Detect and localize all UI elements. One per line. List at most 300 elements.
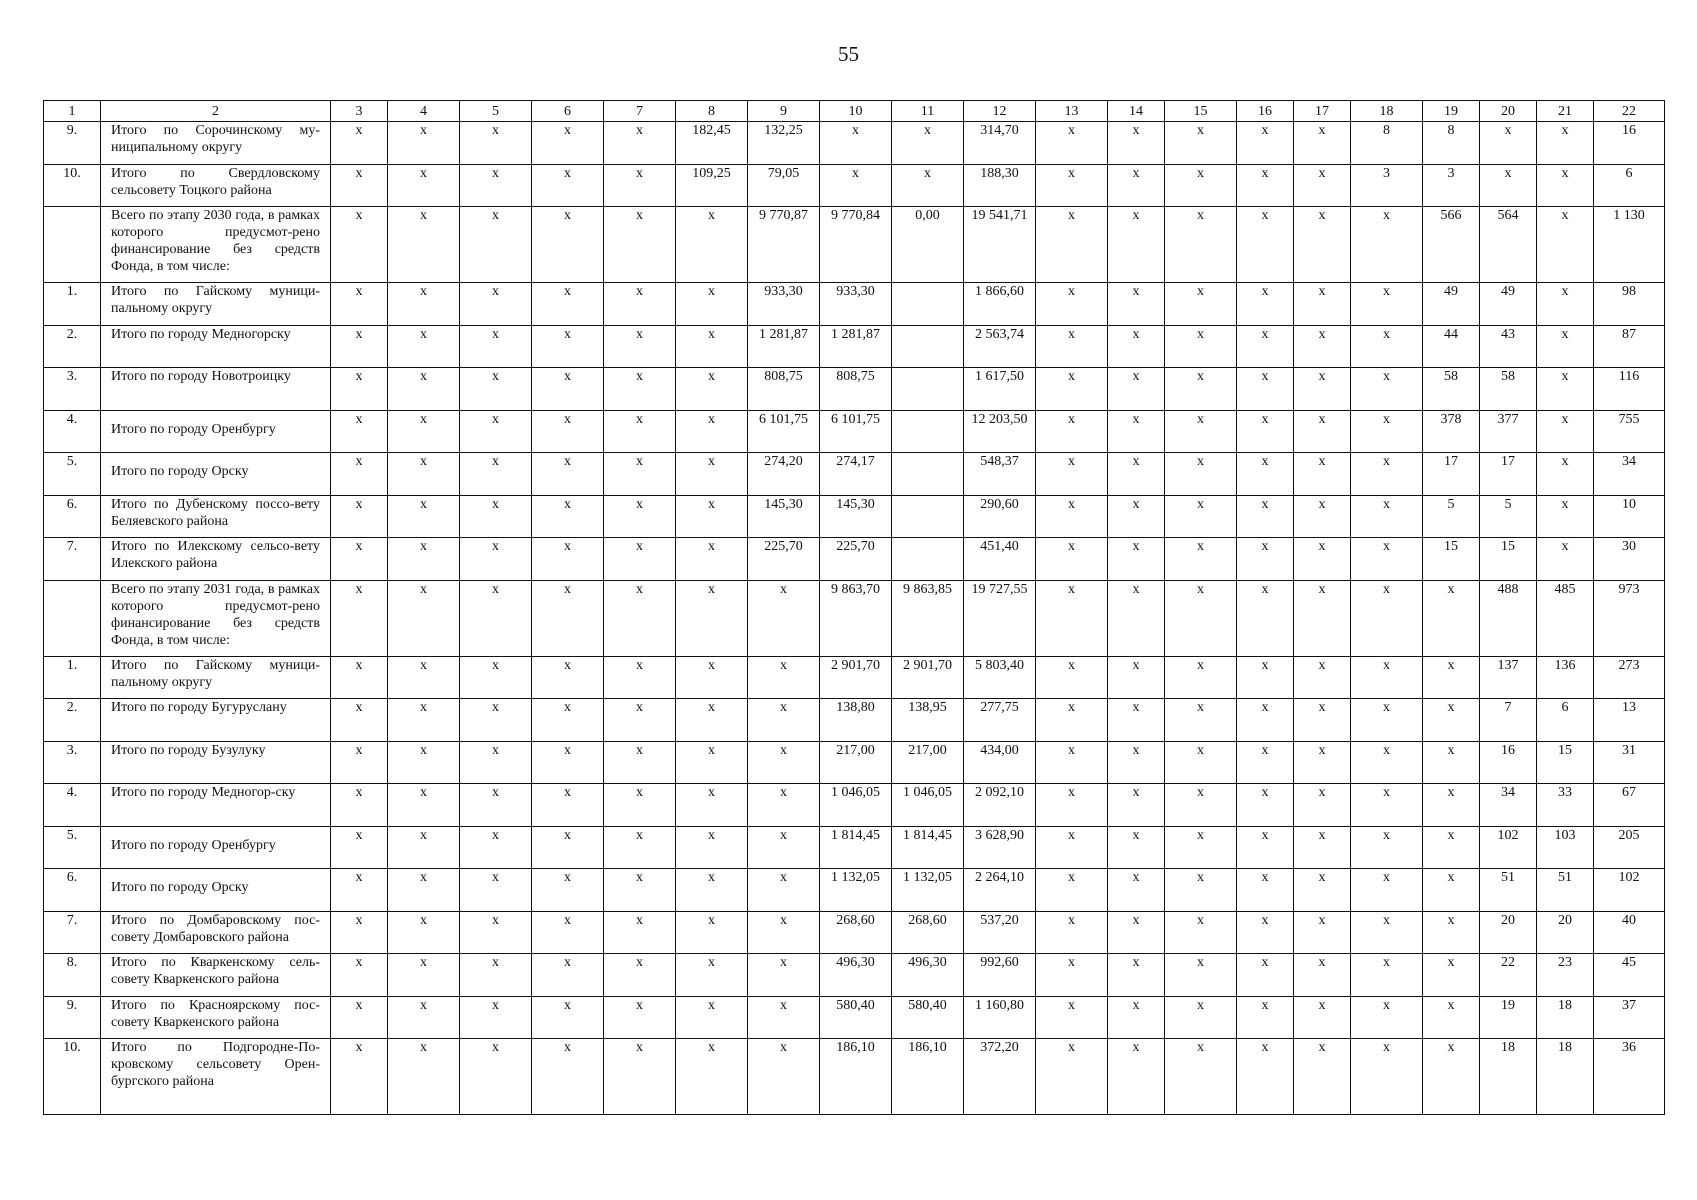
- value-cell: x: [1036, 207, 1108, 283]
- table-row: [44, 538, 1665, 581]
- value-cell: x: [604, 453, 676, 496]
- column-number-cell: 20: [1480, 101, 1537, 122]
- value-cell: x: [748, 911, 820, 954]
- value-cell: x: [1108, 495, 1165, 538]
- value-cell: 205: [1594, 826, 1665, 869]
- value-cell: 1 814,45: [820, 826, 892, 869]
- value-cell: x: [1351, 1039, 1423, 1115]
- value-cell: x: [532, 495, 604, 538]
- value-cell: x: [532, 325, 604, 368]
- value-cell: 2 092,10: [964, 784, 1036, 827]
- value-cell: x: [1294, 207, 1351, 283]
- value-cell: 10: [1594, 495, 1665, 538]
- value-cell: x: [1036, 453, 1108, 496]
- value-cell: x: [1237, 122, 1294, 165]
- value-cell: 15: [1537, 741, 1594, 784]
- value-cell: x: [1108, 911, 1165, 954]
- value-cell: x: [1294, 741, 1351, 784]
- value-cell: 136: [1537, 656, 1594, 699]
- value-cell: x: [1108, 741, 1165, 784]
- value-cell: x: [331, 325, 388, 368]
- value-cell: x: [604, 996, 676, 1039]
- value-cell: x: [1237, 741, 1294, 784]
- value-cell: x: [1036, 538, 1108, 581]
- value-cell: 1 281,87: [748, 325, 820, 368]
- value-cell: 8: [1351, 122, 1423, 165]
- value-cell: 40: [1594, 911, 1665, 954]
- value-cell: x: [1351, 453, 1423, 496]
- value-cell: 182,45: [676, 122, 748, 165]
- value-cell: x: [604, 410, 676, 453]
- value-cell: 973: [1594, 580, 1665, 656]
- value-cell: 808,75: [748, 368, 820, 411]
- value-cell: 488: [1480, 580, 1537, 656]
- value-cell: 580,40: [820, 996, 892, 1039]
- value-cell: x: [1237, 656, 1294, 699]
- value-cell: 1 160,80: [964, 996, 1036, 1039]
- value-cell: x: [532, 283, 604, 326]
- column-number-cell: 14: [1108, 101, 1165, 122]
- table-row: [44, 911, 1665, 954]
- value-cell: x: [1036, 410, 1108, 453]
- value-cell: x: [460, 784, 532, 827]
- value-cell: 485: [1537, 580, 1594, 656]
- row-label-cell: Итого по Свердловскому сельсовету Тоцкого района: [101, 164, 331, 207]
- table-body: [44, 122, 1665, 1115]
- value-cell: 186,10: [892, 1039, 964, 1115]
- value-cell: x: [1036, 1039, 1108, 1115]
- column-number-cell: 13: [1036, 101, 1108, 122]
- value-cell: 6: [1594, 164, 1665, 207]
- value-cell: x: [1294, 996, 1351, 1039]
- table-row: [44, 869, 1665, 912]
- value-cell: x: [1036, 954, 1108, 997]
- value-cell: x: [1108, 325, 1165, 368]
- value-cell: x: [532, 122, 604, 165]
- value-cell: x: [676, 869, 748, 912]
- value-cell: x: [1165, 580, 1237, 656]
- table-row: [44, 368, 1665, 411]
- value-cell: x: [1036, 164, 1108, 207]
- value-cell: [892, 495, 964, 538]
- value-cell: 13: [1594, 699, 1665, 742]
- value-cell: x: [532, 741, 604, 784]
- value-cell: x: [1108, 453, 1165, 496]
- row-number-cell: 1.: [44, 656, 101, 699]
- value-cell: x: [676, 954, 748, 997]
- value-cell: 8: [1423, 122, 1480, 165]
- row-label-cell: Итого по городу Оренбургу: [101, 410, 331, 453]
- value-cell: 58: [1480, 368, 1537, 411]
- value-cell: x: [331, 826, 388, 869]
- table-row: [44, 656, 1665, 699]
- value-cell: 44: [1423, 325, 1480, 368]
- value-cell: 33: [1537, 784, 1594, 827]
- value-cell: x: [1165, 410, 1237, 453]
- value-cell: x: [892, 122, 964, 165]
- value-cell: x: [1165, 122, 1237, 165]
- value-cell: x: [532, 911, 604, 954]
- value-cell: 51: [1537, 869, 1594, 912]
- value-cell: x: [748, 580, 820, 656]
- value-cell: 22: [1480, 954, 1537, 997]
- value-cell: 225,70: [820, 538, 892, 581]
- value-cell: x: [1036, 325, 1108, 368]
- value-cell: x: [331, 699, 388, 742]
- row-number-cell: 6.: [44, 495, 101, 538]
- value-cell: 19 541,71: [964, 207, 1036, 283]
- value-cell: x: [1537, 368, 1594, 411]
- column-number-cell: 16: [1237, 101, 1294, 122]
- value-cell: x: [1294, 1039, 1351, 1115]
- row-number-cell: 7.: [44, 538, 101, 581]
- value-cell: x: [1165, 996, 1237, 1039]
- row-label-cell: Итого по городу Медногорску: [101, 325, 331, 368]
- value-cell: x: [604, 368, 676, 411]
- value-cell: x: [1294, 954, 1351, 997]
- table-row: [44, 453, 1665, 496]
- row-number-cell: 10.: [44, 164, 101, 207]
- value-cell: 87: [1594, 325, 1665, 368]
- value-cell: 15: [1423, 538, 1480, 581]
- value-cell: x: [1237, 368, 1294, 411]
- value-cell: x: [1537, 325, 1594, 368]
- value-cell: x: [1036, 283, 1108, 326]
- row-label-cell: Итого по Красноярскому пос-совету Кваркенского района: [101, 996, 331, 1039]
- row-label-cell: Итого по городу Оренбургу: [101, 826, 331, 869]
- value-cell: x: [604, 826, 676, 869]
- row-number-cell: 3.: [44, 741, 101, 784]
- column-number-cell: 2: [101, 101, 331, 122]
- value-cell: x: [604, 1039, 676, 1115]
- value-cell: x: [676, 741, 748, 784]
- value-cell: x: [1165, 869, 1237, 912]
- value-cell: 186,10: [820, 1039, 892, 1115]
- row-number-cell: 9.: [44, 122, 101, 165]
- value-cell: 273: [1594, 656, 1665, 699]
- value-cell: 58: [1423, 368, 1480, 411]
- value-cell: x: [1036, 495, 1108, 538]
- value-cell: x: [1036, 122, 1108, 165]
- value-cell: 3: [1423, 164, 1480, 207]
- column-number-cell: 1: [44, 101, 101, 122]
- value-cell: [892, 283, 964, 326]
- value-cell: x: [604, 784, 676, 827]
- value-cell: [892, 453, 964, 496]
- value-cell: x: [676, 996, 748, 1039]
- value-cell: x: [748, 996, 820, 1039]
- value-cell: x: [331, 580, 388, 656]
- value-cell: x: [1294, 495, 1351, 538]
- value-cell: x: [676, 538, 748, 581]
- value-cell: x: [676, 283, 748, 326]
- value-cell: x: [460, 453, 532, 496]
- value-cell: x: [1294, 325, 1351, 368]
- value-cell: x: [331, 996, 388, 1039]
- table-row: [44, 325, 1665, 368]
- value-cell: x: [1237, 996, 1294, 1039]
- value-cell: x: [388, 538, 460, 581]
- value-cell: x: [532, 453, 604, 496]
- value-cell: x: [532, 869, 604, 912]
- value-cell: x: [460, 122, 532, 165]
- value-cell: x: [1537, 164, 1594, 207]
- value-cell: x: [604, 869, 676, 912]
- value-cell: x: [1537, 283, 1594, 326]
- value-cell: 451,40: [964, 538, 1036, 581]
- value-cell: x: [1036, 784, 1108, 827]
- value-cell: x: [388, 580, 460, 656]
- value-cell: x: [1423, 869, 1480, 912]
- value-cell: x: [331, 954, 388, 997]
- value-cell: x: [1237, 325, 1294, 368]
- value-cell: x: [820, 164, 892, 207]
- table-row: [44, 164, 1665, 207]
- value-cell: x: [1351, 826, 1423, 869]
- value-cell: x: [604, 911, 676, 954]
- value-cell: 1 046,05: [892, 784, 964, 827]
- value-cell: x: [532, 699, 604, 742]
- value-cell: 377: [1480, 410, 1537, 453]
- column-number-cell: 11: [892, 101, 964, 122]
- value-cell: x: [388, 207, 460, 283]
- row-number-cell: 4.: [44, 410, 101, 453]
- value-cell: x: [1480, 122, 1537, 165]
- value-cell: 1 130: [1594, 207, 1665, 283]
- value-cell: x: [1237, 1039, 1294, 1115]
- row-label-cell: Итого по городу Орску: [101, 869, 331, 912]
- row-number-cell: 2.: [44, 325, 101, 368]
- value-cell: x: [331, 538, 388, 581]
- row-number-cell: [44, 207, 101, 283]
- value-cell: x: [1108, 826, 1165, 869]
- value-cell: 434,00: [964, 741, 1036, 784]
- row-number-cell: 6.: [44, 869, 101, 912]
- value-cell: x: [388, 283, 460, 326]
- value-cell: x: [1237, 911, 1294, 954]
- value-cell: x: [1351, 207, 1423, 283]
- value-cell: x: [1537, 122, 1594, 165]
- value-cell: x: [676, 656, 748, 699]
- row-label-cell: Итого по городу Орску: [101, 453, 331, 496]
- value-cell: 17: [1480, 453, 1537, 496]
- column-number-cell: 18: [1351, 101, 1423, 122]
- value-cell: 933,30: [748, 283, 820, 326]
- value-cell: x: [460, 495, 532, 538]
- table-row: [44, 122, 1665, 165]
- value-cell: 23: [1537, 954, 1594, 997]
- row-number-cell: [44, 580, 101, 656]
- column-number-cell: 22: [1594, 101, 1665, 122]
- value-cell: x: [331, 869, 388, 912]
- value-cell: 537,20: [964, 911, 1036, 954]
- value-cell: 290,60: [964, 495, 1036, 538]
- value-cell: 1 617,50: [964, 368, 1036, 411]
- row-label-cell: Итого по Илекскому сельсо-вету Илекского района: [101, 538, 331, 581]
- value-cell: x: [1294, 911, 1351, 954]
- value-cell: x: [331, 656, 388, 699]
- value-cell: x: [532, 368, 604, 411]
- value-cell: x: [460, 580, 532, 656]
- column-number-cell: 10: [820, 101, 892, 122]
- row-label-cell: Всего по этапу 2030 года, в рамках которого предусмот-рено финансирование без средств Фонда, в том числе:: [101, 207, 331, 283]
- value-cell: x: [1351, 495, 1423, 538]
- value-cell: x: [1423, 580, 1480, 656]
- value-cell: x: [1351, 996, 1423, 1039]
- value-cell: x: [388, 495, 460, 538]
- value-cell: x: [676, 911, 748, 954]
- row-label-cell: Итого по городу Бузулуку: [101, 741, 331, 784]
- value-cell: x: [532, 538, 604, 581]
- value-cell: x: [1165, 495, 1237, 538]
- value-cell: x: [460, 699, 532, 742]
- value-cell: 5: [1480, 495, 1537, 538]
- value-cell: 138,95: [892, 699, 964, 742]
- value-cell: x: [388, 741, 460, 784]
- value-cell: x: [388, 122, 460, 165]
- value-cell: x: [1108, 207, 1165, 283]
- value-cell: x: [331, 741, 388, 784]
- value-cell: x: [1351, 699, 1423, 742]
- value-cell: x: [1036, 580, 1108, 656]
- value-cell: 116: [1594, 368, 1665, 411]
- value-cell: x: [460, 656, 532, 699]
- column-number-cell: 6: [532, 101, 604, 122]
- value-cell: x: [676, 495, 748, 538]
- value-cell: x: [1237, 954, 1294, 997]
- value-cell: 9 770,84: [820, 207, 892, 283]
- value-cell: x: [1423, 784, 1480, 827]
- value-cell: x: [388, 826, 460, 869]
- value-cell: x: [1423, 741, 1480, 784]
- value-cell: 9 863,70: [820, 580, 892, 656]
- value-cell: x: [532, 207, 604, 283]
- row-number-cell: 9.: [44, 996, 101, 1039]
- value-cell: x: [331, 164, 388, 207]
- value-cell: x: [331, 283, 388, 326]
- value-cell: x: [331, 122, 388, 165]
- value-cell: x: [1423, 954, 1480, 997]
- value-cell: x: [1108, 954, 1165, 997]
- value-cell: x: [1351, 368, 1423, 411]
- value-cell: x: [1423, 996, 1480, 1039]
- value-cell: 217,00: [820, 741, 892, 784]
- value-cell: x: [1237, 410, 1294, 453]
- value-cell: x: [532, 410, 604, 453]
- value-cell: 18: [1537, 996, 1594, 1039]
- value-cell: x: [331, 207, 388, 283]
- value-cell: [892, 410, 964, 453]
- value-cell: 188,30: [964, 164, 1036, 207]
- value-cell: x: [1036, 911, 1108, 954]
- value-cell: x: [1165, 784, 1237, 827]
- value-cell: x: [331, 911, 388, 954]
- value-cell: 1 281,87: [820, 325, 892, 368]
- value-cell: x: [1237, 164, 1294, 207]
- value-cell: x: [820, 122, 892, 165]
- value-cell: x: [604, 954, 676, 997]
- value-cell: x: [1294, 164, 1351, 207]
- value-cell: 9 770,87: [748, 207, 820, 283]
- value-cell: x: [1537, 410, 1594, 453]
- value-cell: x: [460, 826, 532, 869]
- value-cell: x: [1165, 699, 1237, 742]
- value-cell: 15: [1480, 538, 1537, 581]
- value-cell: x: [1294, 368, 1351, 411]
- value-cell: 2 901,70: [892, 656, 964, 699]
- value-cell: 2 563,74: [964, 325, 1036, 368]
- table-row: [44, 826, 1665, 869]
- value-cell: 1 046,05: [820, 784, 892, 827]
- value-cell: x: [1537, 207, 1594, 283]
- value-cell: x: [1108, 283, 1165, 326]
- value-cell: x: [1165, 911, 1237, 954]
- value-cell: [892, 368, 964, 411]
- value-cell: 34: [1594, 453, 1665, 496]
- value-cell: 138,80: [820, 699, 892, 742]
- value-cell: x: [331, 368, 388, 411]
- value-cell: x: [748, 869, 820, 912]
- value-cell: 79,05: [748, 164, 820, 207]
- value-cell: x: [676, 784, 748, 827]
- value-cell: x: [1294, 699, 1351, 742]
- value-cell: x: [604, 741, 676, 784]
- value-cell: x: [331, 1039, 388, 1115]
- column-number-cell: 3: [331, 101, 388, 122]
- table-row: [44, 283, 1665, 326]
- value-cell: 496,30: [892, 954, 964, 997]
- value-cell: x: [1294, 784, 1351, 827]
- value-cell: x: [1108, 869, 1165, 912]
- row-number-cell: 8.: [44, 954, 101, 997]
- value-cell: x: [460, 368, 532, 411]
- value-cell: x: [460, 538, 532, 581]
- value-cell: 45: [1594, 954, 1665, 997]
- value-cell: x: [331, 495, 388, 538]
- value-cell: x: [1351, 911, 1423, 954]
- value-cell: x: [1537, 453, 1594, 496]
- value-cell: x: [748, 826, 820, 869]
- value-cell: x: [1294, 826, 1351, 869]
- value-cell: x: [532, 164, 604, 207]
- value-cell: x: [604, 122, 676, 165]
- value-cell: x: [1294, 580, 1351, 656]
- value-cell: 34: [1480, 784, 1537, 827]
- value-cell: x: [388, 410, 460, 453]
- value-cell: 37: [1594, 996, 1665, 1039]
- value-cell: x: [748, 699, 820, 742]
- column-number-cell: 15: [1165, 101, 1237, 122]
- value-cell: x: [331, 453, 388, 496]
- value-cell: x: [1165, 453, 1237, 496]
- value-cell: x: [1108, 996, 1165, 1039]
- value-cell: 268,60: [820, 911, 892, 954]
- value-cell: x: [388, 954, 460, 997]
- value-cell: 3: [1351, 164, 1423, 207]
- value-cell: x: [676, 325, 748, 368]
- value-cell: 6: [1537, 699, 1594, 742]
- value-cell: x: [1351, 784, 1423, 827]
- value-cell: x: [604, 325, 676, 368]
- value-cell: x: [1165, 656, 1237, 699]
- table-row: [44, 996, 1665, 1039]
- value-cell: x: [1036, 869, 1108, 912]
- value-cell: x: [388, 911, 460, 954]
- column-number-cell: 4: [388, 101, 460, 122]
- value-cell: x: [1351, 741, 1423, 784]
- row-number-cell: 3.: [44, 368, 101, 411]
- row-label-cell: Итого по Дубенскому поссо-вету Беляевского района: [101, 495, 331, 538]
